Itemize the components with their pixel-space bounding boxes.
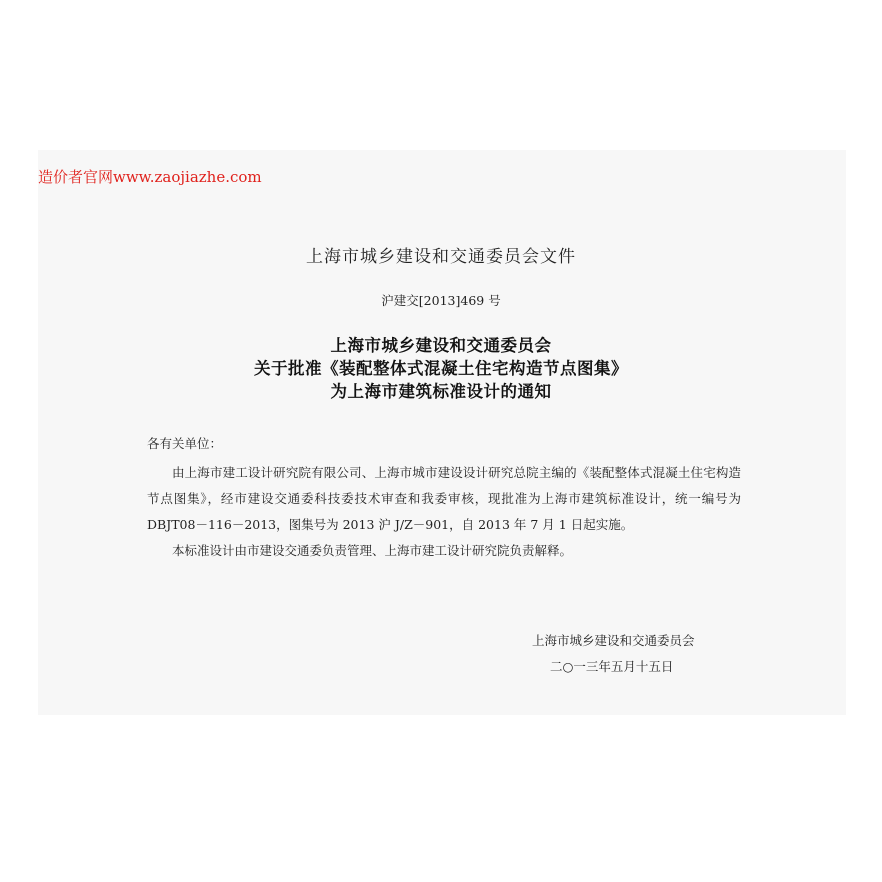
body-paragraph-1: 由上海市建工设计研究院有限公司、上海市城市建设设计研究总院主编的《装配整体式混凝土住宅构造节点图集》，经市建设交通委科技委技术审查和我委审核，现批准为上海市建筑标准设计，统一编号为 DBJT08－116－2013，图集号为 2013 沪 J/Z－901，自 2013 年 7 月 1 日起实施。 <box>147 465 741 532</box>
watermark-link[interactable]: 造价者官网www.zaojiazhe.com <box>38 168 262 186</box>
body-paragraph-2: 本标准设计由市建设交通委负责管理、上海市建工设计研究院负责解释。 <box>172 543 573 558</box>
signature-issuer: 上海市城乡建设和交通委员会 <box>532 633 695 648</box>
title-line-3: 为上海市建筑标准设计的通知 <box>330 382 552 401</box>
signature-block <box>532 628 695 680</box>
title-line-1: 上海市城乡建设和交通委员会 <box>330 336 552 355</box>
issuer-header: 上海市城乡建设和交通委员会文件 <box>306 247 576 267</box>
salutation: 各有关单位： <box>147 436 223 451</box>
signature-date: 二○一三年五月十五日 <box>550 659 674 674</box>
notice-title <box>0 334 882 403</box>
scanned-sheet <box>38 150 846 715</box>
title-line-2: 关于批准《装配整体式混凝土住宅构造节点图集》 <box>254 359 628 378</box>
notice-body <box>147 460 741 564</box>
document-number: 沪建交[2013]469 号 <box>381 293 501 308</box>
